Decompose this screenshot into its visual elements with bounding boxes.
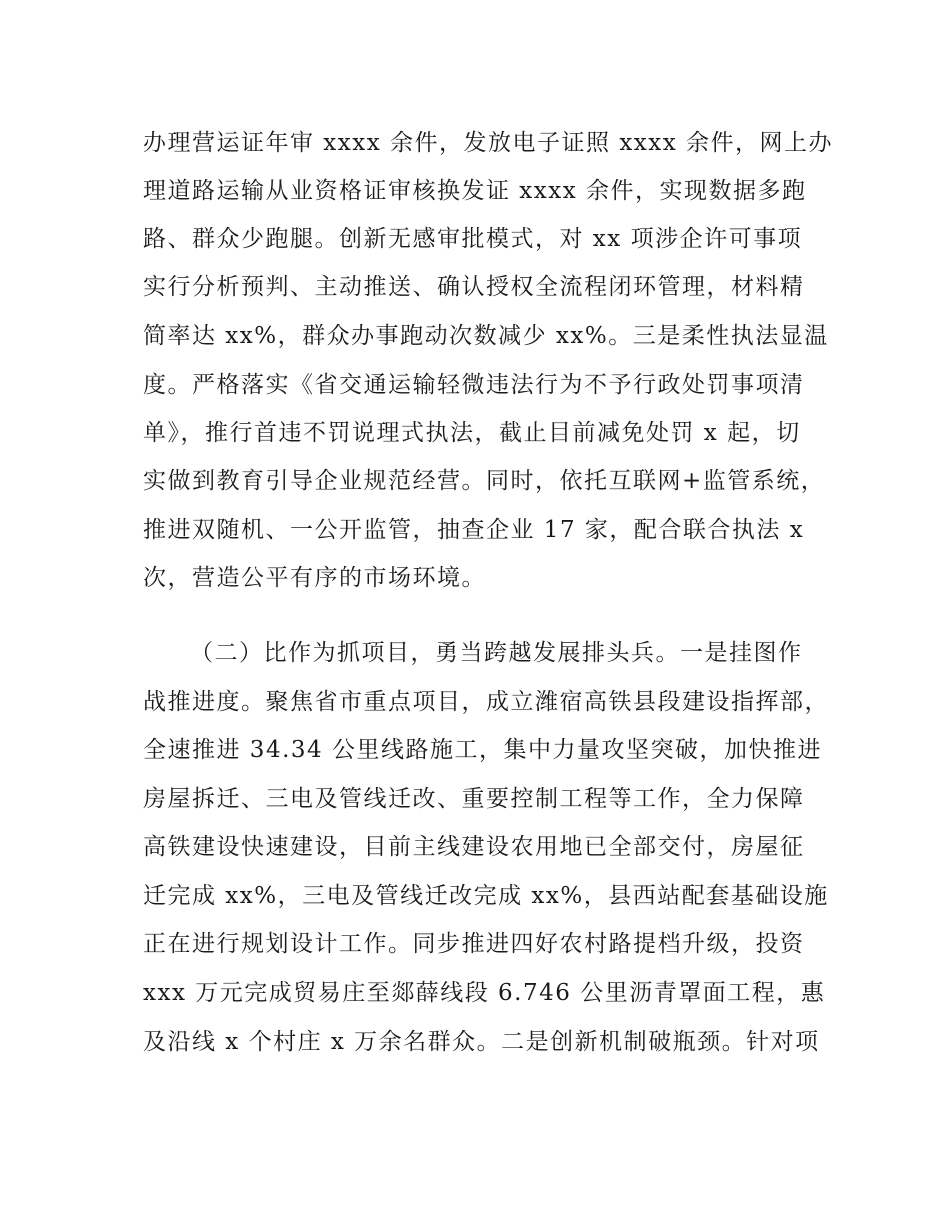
paragraph-1-line-8: 实做到教育引导企业规范经营。同时，依托互联网+监管系统， xyxy=(143,468,826,494)
paragraph-2-line-3: 全速推进 34.34 公里线路施工，集中力量攻坚突破，加快推进 xyxy=(143,737,822,763)
paragraph-2-line-2: 战推进度。聚焦省市重点项目，成立潍宿高铁县段建设指挥部， xyxy=(143,689,829,715)
paragraph-2-line-9: 及沿线 x 个村庄 x 万余名群众。二是创新机制破瓶颈。针对项 xyxy=(143,1029,820,1055)
paragraph-2-line-1: （二）比作为抓项目，勇当跨越发展排头兵。一是挂图作 xyxy=(190,640,803,666)
paragraph-1-line-2: 理道路运输从业资格证审核换发证 xxxx 余件，实现数据多跑 xyxy=(143,178,807,204)
paragraph-2-line-5: 高铁建设快速建设，目前主线建设农用地已全部交付，房屋征 xyxy=(143,834,805,860)
paragraph-1-line-9: 推进双随机、一公开监管，抽查企业 17 家，配合联合执法 x xyxy=(143,517,805,543)
paragraph-2-line-7: 正在进行规划设计工作。同步推进四好农村路提档升级，投资 xyxy=(143,931,805,957)
paragraph-1-line-5: 简率达 xx%，群众办事跑动次数减少 xx%。三是柔性执法显温 xyxy=(143,323,829,349)
paragraph-1-line-10: 次，营造公平有序的市场环境。 xyxy=(143,565,486,591)
paragraph-1-line-6: 度。严格落实《省交通运输轻微违法行为不予行政处罚事项清 xyxy=(143,372,805,398)
paragraph-2-line-4: 房屋拆迁、三电及管线迁改、重要控制工程等工作，全力保障 xyxy=(143,786,805,812)
paragraph-1-line-4: 实行分析预判、主动推送、确认授权全流程闭环管理，材料精 xyxy=(143,274,805,300)
paragraph-2-line-8: xxx 万元完成贸易庄至郯薛线段 6.746 公里沥青罩面工程，惠 xyxy=(143,980,826,1006)
paragraph-2-line-6: 迁完成 xx%，三电及管线迁改完成 xx%，县西站配套基础设施 xyxy=(143,883,829,909)
paragraph-1-line-1: 办理营运证年审 xxxx 余件，发放电子证照 xxxx 余件，网上办 xyxy=(143,130,834,156)
paragraph-1-line-7: 单》，推行首违不罚说理式执法，截止目前减免处罚 x 起，切 xyxy=(143,420,801,446)
paragraph-1-line-3: 路、群众少跑腿。创新无感审批模式，对 xx 项涉企许可事项 xyxy=(143,226,803,252)
